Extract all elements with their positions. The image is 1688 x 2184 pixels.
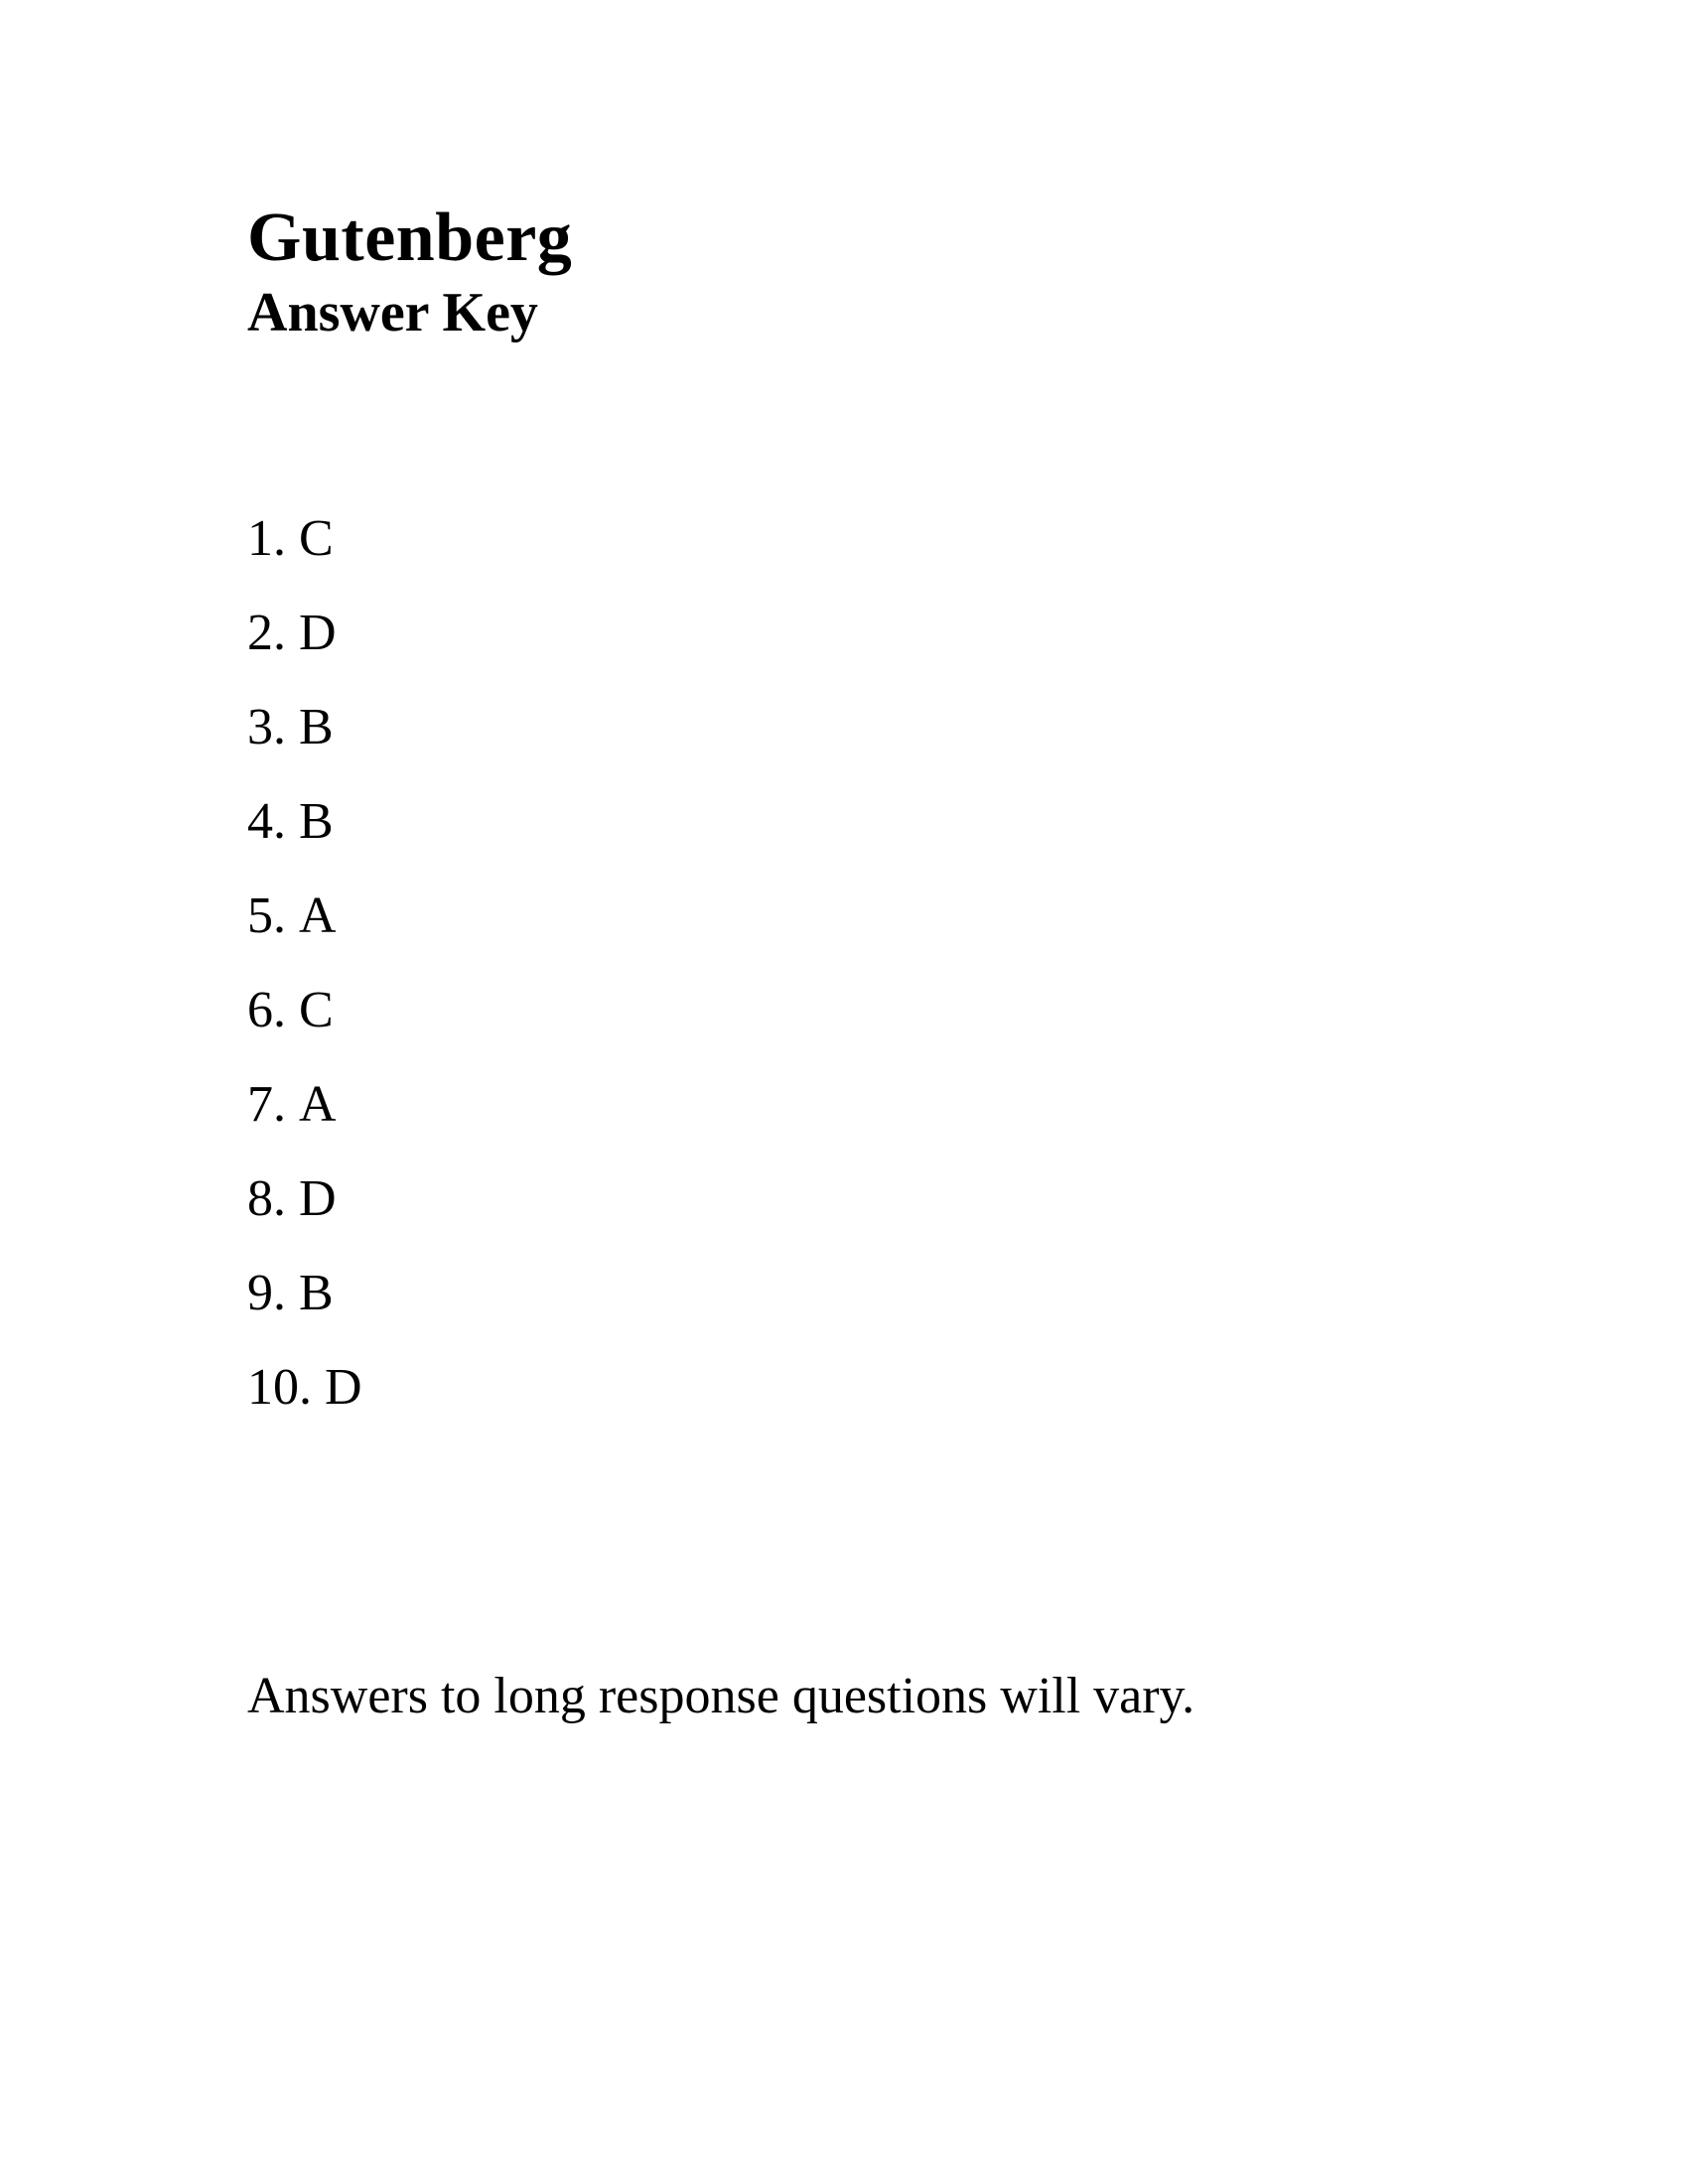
page-subtitle: Answer Key [247, 282, 538, 343]
answer-number: 6. [247, 982, 286, 1038]
answer-item [247, 1072, 362, 1166]
answer-item [247, 1166, 362, 1261]
answer-item [247, 1355, 362, 1449]
answer-letter: D [299, 1170, 337, 1227]
answer-list [247, 506, 362, 1449]
answer-letter: B [299, 1265, 334, 1321]
answer-number: 3. [247, 699, 286, 755]
answer-item [247, 1261, 362, 1355]
page-title: Gutenberg [247, 200, 573, 276]
answer-item [247, 884, 362, 978]
answer-letter: C [299, 982, 334, 1038]
answer-number: 8. [247, 1170, 286, 1227]
answer-number: 5. [247, 887, 286, 944]
answer-letter: D [325, 1359, 362, 1416]
answer-letter: B [299, 699, 334, 755]
long-response-note: Answers to long response questions will vary. [247, 1668, 1196, 1724]
answer-letter: A [299, 887, 337, 944]
answer-number: 7. [247, 1076, 286, 1133]
answer-number: 10. [247, 1359, 312, 1416]
answer-number: 9. [247, 1265, 286, 1321]
answer-letter: C [299, 510, 334, 567]
answer-letter: D [299, 605, 337, 661]
answer-number: 4. [247, 793, 286, 850]
answer-number: 2. [247, 605, 286, 661]
answer-item [247, 601, 362, 695]
answer-item [247, 978, 362, 1072]
answer-letter: B [299, 793, 334, 850]
answer-item [247, 695, 362, 789]
answer-letter: A [299, 1076, 337, 1133]
answer-item [247, 789, 362, 884]
answer-number: 1. [247, 510, 286, 567]
answer-item [247, 506, 362, 601]
